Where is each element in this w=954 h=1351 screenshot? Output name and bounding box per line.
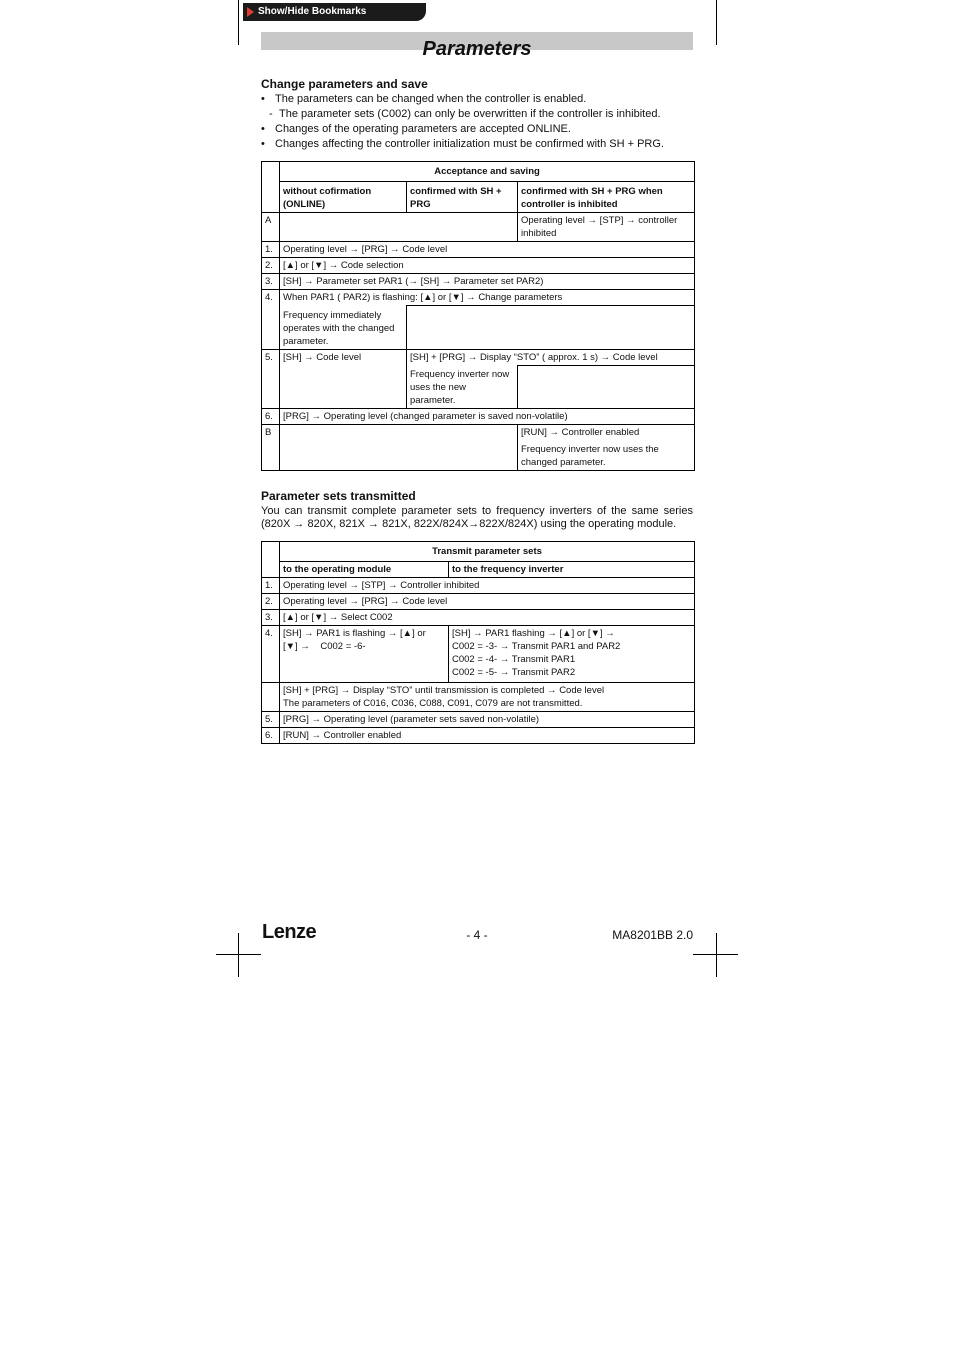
bullet-marker: - [269, 108, 273, 120]
row-number: 5. [262, 712, 280, 728]
table-cell: [PRG] → Operating level (changed parameter is saved non-volatile) [280, 409, 695, 425]
triangle-right-icon [247, 7, 254, 17]
lenze-logo: Lenze [262, 921, 317, 943]
cell-line: C002 = -4- → Transmit PAR1 [452, 654, 576, 665]
document-id: MA8201BB 2.0 [612, 928, 693, 942]
table-row [262, 409, 695, 425]
row-number: 2. [262, 594, 280, 610]
table-cell: Frequency inverter now uses the new parameter. [407, 365, 518, 409]
cell-line: [RUN] → Controller enabled [521, 427, 640, 438]
table-cell: Operating level → [PRG] → Code level [280, 242, 695, 258]
bullet-text: The parameter sets (C002) can only be overwritten if the controller is inhibited. [279, 108, 661, 120]
cell-line: The parameters of C016, C036, C088, C091, C079 are not transmitted. [283, 698, 583, 709]
table-cell [280, 683, 695, 712]
cell-line: [SH] → PAR1 flashing → [▲] or [▼] → [452, 628, 615, 639]
page-title: Parameters [422, 38, 532, 60]
table-cell: [RUN] → Controller enabled [280, 728, 695, 744]
group-header: Acceptance and saving [280, 162, 695, 182]
table-cell: [▲] or [▼] → Code selection [280, 258, 695, 274]
row-number: 6. [262, 728, 280, 744]
table-cell: [▲] or [▼] → Select C002 [280, 610, 695, 626]
row-number: 1. [262, 578, 280, 594]
table-cell: [SH] → Parameter set PAR1 (→ [SH] → Parameter set PAR2) [280, 274, 695, 290]
table-cell: Operating level → [PRG] → Code level [280, 594, 695, 610]
row-number: 4. [262, 290, 280, 350]
table-row [262, 349, 695, 365]
table-row [262, 425, 695, 471]
row-number: 2. [262, 258, 280, 274]
table-cell: Operating level → [STP] → Controller inhibited [280, 578, 695, 594]
cell-line: C002 = -5- → Transmit PAR2 [452, 667, 576, 678]
row-number: 5. [262, 349, 280, 409]
table-row [262, 610, 695, 626]
column-header: without cofirmation (ONLINE) [280, 182, 407, 213]
table-row [262, 578, 695, 594]
table-row [262, 728, 695, 744]
table-row [262, 274, 695, 290]
acceptance-saving-table [261, 161, 695, 471]
list-item [261, 92, 701, 107]
column-header: confirmed with SH + PRG [407, 182, 518, 213]
row-number: A [262, 213, 280, 242]
cell-line: [SH] + [PRG] → Display “STO” until transmission is completed → Code level [283, 685, 605, 696]
table-row [262, 290, 695, 306]
crop-mark [716, 933, 717, 977]
crop-mark [216, 954, 261, 955]
table-cell: [SH] → Code level [280, 349, 407, 409]
table-row [262, 542, 695, 562]
bookmark-label: Show/Hide Bookmarks [258, 6, 367, 17]
table-row [262, 626, 695, 683]
cell-line: C002 = -3- → Transmit PAR1 and PAR2 [452, 641, 621, 652]
crop-mark [693, 954, 738, 955]
cell-line: Frequency inverter now uses the changed parameter. [521, 444, 659, 468]
row-number [262, 683, 280, 712]
table-cell: When PAR1 ( PAR2) is flashing: [▲] or [▼] → Change parameters [280, 290, 695, 306]
list-item [261, 107, 701, 122]
table-row [262, 162, 695, 182]
transmit-parameter-sets-table [261, 541, 695, 744]
column-header: to the frequency inverter [449, 562, 695, 578]
table-cell: [PRG] → Operating level (parameter sets saved non-volatile) [280, 712, 695, 728]
crop-mark [716, 0, 717, 45]
bullet-list [261, 92, 701, 152]
cell-line: [▼] → C002 = -6- [283, 641, 366, 652]
row-number: 3. [262, 274, 280, 290]
show-hide-bookmarks-button[interactable] [243, 3, 426, 21]
table-cell [518, 425, 695, 471]
table-cell: Operating level → [STP] → controller inhibited [518, 213, 695, 242]
column-header: to the operating module [280, 562, 449, 578]
table-row [262, 182, 695, 213]
bullet-marker: • [261, 123, 265, 135]
table-cell: [SH] + [PRG] → Display “STO” ( approx. 1 s) → Code level [407, 349, 695, 365]
table-row [262, 213, 695, 242]
paragraph: You can transmit complete parameter sets to frequency inverters of the same series (820X → 820X, 821X → 821X, 822X/824X→822X/824X) using the operating module. [261, 505, 693, 530]
page-number: - 4 - [466, 928, 488, 942]
table-row [262, 258, 695, 274]
crop-mark [238, 933, 239, 977]
section-heading-change-parameters: Change parameters and save [261, 77, 428, 91]
row-number: 4. [262, 626, 280, 683]
table-row [262, 683, 695, 712]
group-header: Transmit parameter sets [280, 542, 695, 562]
table-row [262, 562, 695, 578]
table-row [262, 594, 695, 610]
crop-mark [238, 0, 239, 45]
table-cell [280, 626, 449, 683]
bullet-text: Changes affecting the controller initialization must be confirmed with SH + PRG. [275, 138, 664, 150]
table-cell: Frequency immediately operates with the changed parameter. [280, 306, 407, 350]
table-cell [449, 626, 695, 683]
list-item [261, 137, 701, 152]
row-number: 6. [262, 409, 280, 425]
list-item [261, 122, 701, 137]
bullet-text: The parameters can be changed when the controller is enabled. [275, 93, 587, 105]
row-number: 3. [262, 610, 280, 626]
bullet-marker: • [261, 138, 265, 150]
column-header: confirmed with SH + PRG when controller is inhibited [518, 182, 695, 213]
row-number: 1. [262, 242, 280, 258]
table-row [262, 306, 695, 350]
table-row [262, 712, 695, 728]
table-row [262, 242, 695, 258]
bullet-text: Changes of the operating parameters are accepted ONLINE. [275, 123, 571, 135]
section-heading-parameter-sets: Parameter sets transmitted [261, 489, 416, 503]
row-number: B [262, 425, 280, 471]
bullet-marker: • [261, 93, 265, 105]
cell-line: [SH] → PAR1 is flashing → [▲] or [283, 628, 426, 639]
